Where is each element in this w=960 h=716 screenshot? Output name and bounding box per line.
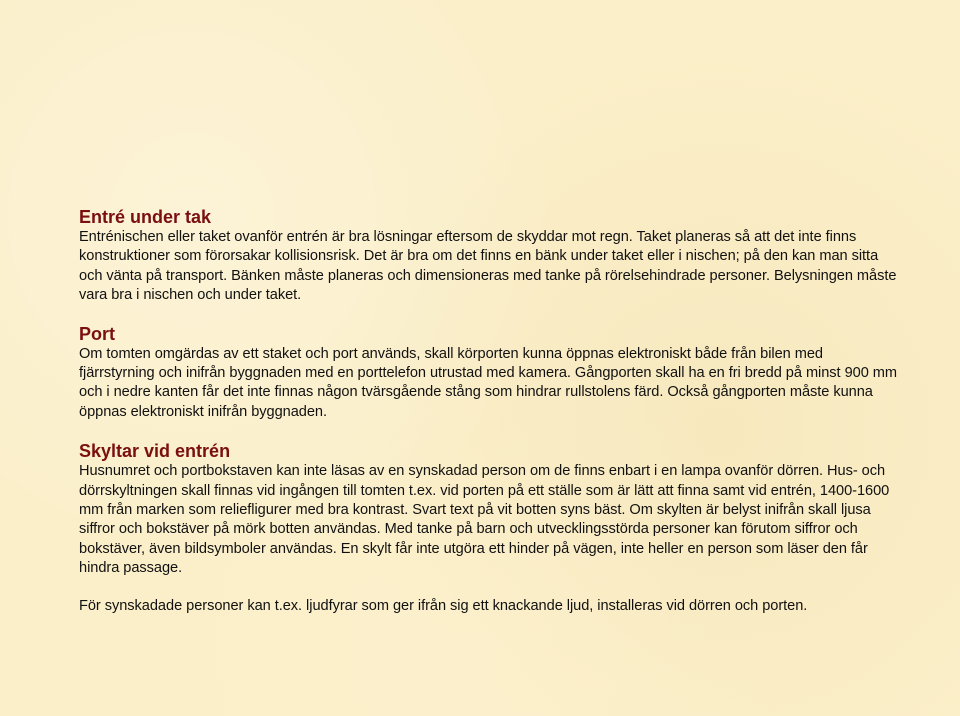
section-heading: Entré under tak xyxy=(79,207,212,227)
document-content xyxy=(79,207,899,616)
section-paragraph: Husnumret och portbokstaven kan inte läsas av en synskadad person om de finns enbart i en lampa ovanför dörren. Hus- och dörrskyltningen skall finnas vid ingången till tomten t.ex. vid porten på ett ställe som är lätt att finna samt vid entrén, 1400-1600 mm från marken som reliefligurer med bra kontrast. Svart text på vit botten syns bäst. Om skylten är belyst inifrån skall ljusa siffror och bokstäver på mörk botten användas. Med tanke på barn och utvecklingsstörda personer kan förutom siffror och bokstäver, även bildsymboler användas. En skylt får inte utgöra ett hinder på vägen, inte heller en person som läser den får hindra passage. xyxy=(79,463,890,577)
section-entre-under-tak xyxy=(79,207,899,306)
section-heading: Skyltar vid entrén xyxy=(79,441,231,462)
section-heading: Port xyxy=(79,323,115,344)
section-paragraph: Om tomten omgärdas av ett staket och port används, skall körporten kunna öppnas elektroniskt både från bilen med fjärrstyrning och inifrån byggnaden med en porttelefon utrustad med kamera. Gångporten skall ha en fri bredd på minst 900 mm och i nedre kanten får det inte finnas någon tvärsgående stång som hindrar rullstolens färd. Också gångporten måste kunna öppnas elektroniskt inifrån byggnaden. xyxy=(79,345,897,420)
section-paragraph-secondary: För synskadade personer kan t.ex. ljudfyrar som ger ifrån sig ett knackande ljud, installeras vid dörren och porten. xyxy=(79,597,808,614)
section-paragraph: Entrénischen eller taket ovanför entrén är bra lösningar eftersom de skyddar mot regn. Taket planeras så att det inte finns konstruktioner som förorsakar kollisionsrisk. Det är bra om det finns en bänk under taket eller i nischen; på den kan man sitta och vänta på transport. Bänken måste planeras och dimensioneras med tanke på rörelsehindrade personer. Belysningen måste vara bra i nischen och under taket. xyxy=(79,229,897,304)
section-port xyxy=(79,324,899,423)
section-skyltar-vid-entren xyxy=(79,441,899,616)
